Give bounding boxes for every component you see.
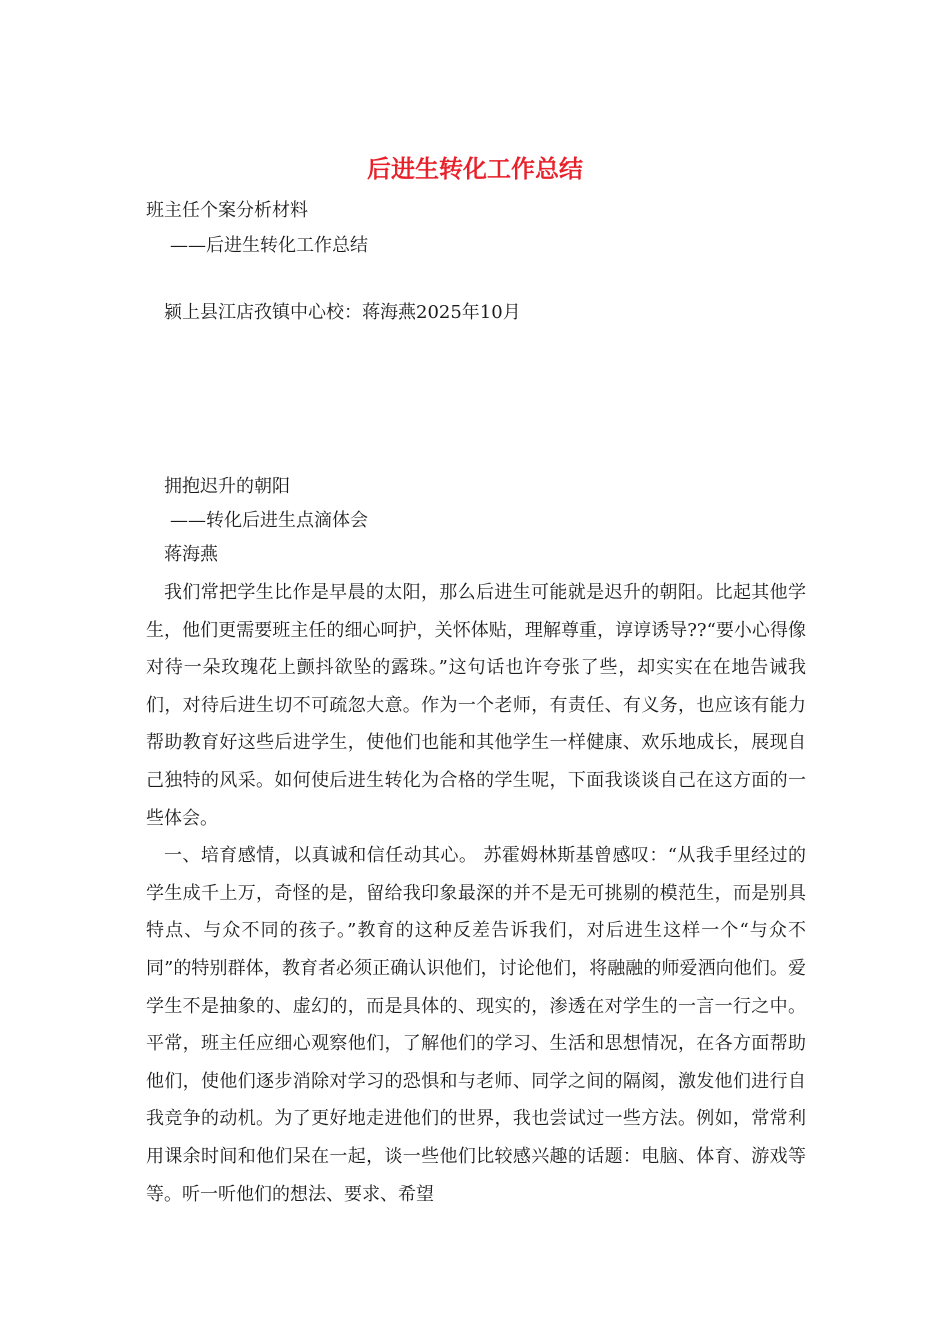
section-heading: 班主任个案分析材料 — [146, 200, 308, 221]
essay-body — [146, 574, 806, 1213]
paragraph-section-one: 一、培育感情，以真诚和信任动其心。 苏霍姆林斯基曾感叹：“从我手里经过的学生成千上万，奇怪的是，留给我印象最深的并不是无可挑剔的模范生，而是别具特点、与众不同的孩子。”教育的这种反差告诉我们，对后进生这样一个“与众不同”的特别群体，教育者必须正确认识他们，讨论他们，将融融的师爱洒向他们。爱学生不是抽象的、虚幻的，而是具体的、现实的，渗透在对学生的一言一行之中。平常，班主任应细心观察他们，了解他们的学习、生活和思想情况，在各方面帮助他们，使他们逐步消除对学习的恐惧和与老师、同学之间的隔阂，激发他们进行自我竞争的动机。为了更好地走进他们的世界，我也尝试过一些方法。例如，常常利用课余时间和他们呆在一起，谈一些他们比较感兴趣的话题：电脑、体育、游戏等等。听一听他们的想法、要求、希望 — [146, 845, 806, 1205]
section-subheading: ——后进生转化工作总结 — [170, 235, 368, 256]
document-title: 后进生转化工作总结 — [367, 154, 583, 183]
author-line: 颍上县江店孜镇中心校：蒋海燕2025年10月 — [164, 302, 521, 323]
essay-title: 拥抱迟升的朝阳 — [164, 476, 290, 497]
essay-author: 蒋海燕 — [164, 544, 218, 565]
essay-subtitle: ——转化后进生点滴体会 — [170, 510, 368, 531]
paragraph-intro: 我们常把学生比作是早晨的太阳，那么后进生可能就是迟升的朝阳。比起其他学生，他们更需要班主任的细心呵护，关怀体贴，理解尊重，谆谆诱导??“要小心得像对待一朵玫瑰花上颤抖欲坠的露珠。”这句话也许夸张了些，却实实在在地告诫我们，对待后进生切不可疏忽大意。作为一个老师，有责任、有义务，也应该有能力帮助教育好这些后进学生，使他们也能和其他学生一样健康、欢乐地成长，展现自己独特的风采。如何使后进生转化为合格的学生呢，下面我谈谈自己在这方面的一些体会。 — [146, 582, 806, 829]
